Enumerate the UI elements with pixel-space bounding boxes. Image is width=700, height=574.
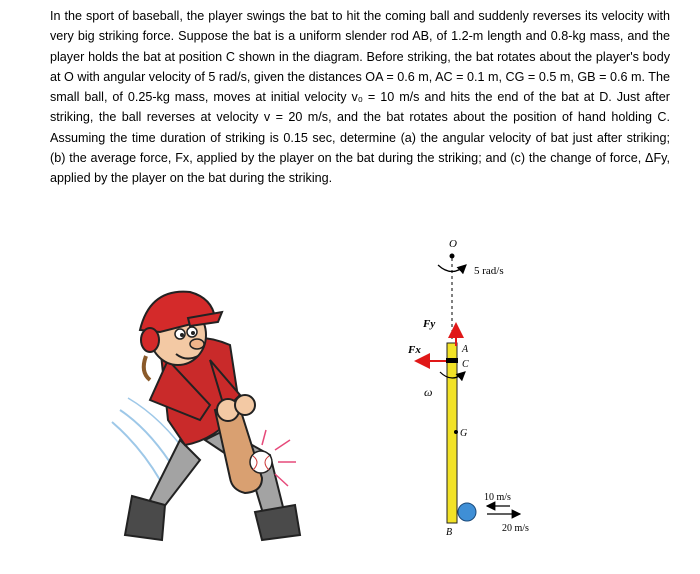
label-v: 20 m/s [502, 523, 529, 534]
mechanics-diagram [407, 238, 529, 538]
label-g: G [460, 428, 468, 439]
label-a: A [462, 344, 469, 355]
label-c: C [462, 359, 469, 370]
center-of-mass-g [454, 430, 458, 434]
baseball-player-illustration [112, 292, 300, 540]
ball [458, 503, 476, 521]
pivot-point-o [450, 254, 455, 259]
hand-position-c [446, 358, 458, 363]
label-v0: 10 m/s [484, 492, 511, 503]
label-omega0: 5 rad/s [474, 265, 504, 277]
problem-text: In the sport of baseball, the player swings the bat to hit the coming ball and suddenly reverses its velocity with very big striking force. Suppose the bat is a uniform slender rod AB, of 1.2-m length and 0.8-kg mass, and the player holds the bat at position C shown in the diagram. Before striking, the bat rotates about the player's body at O with angular velocity of 5 rad/s, given the distances OA = 0.6 m, AC = 0.1 m, CG = 0.5 m, GB = 0.6 m. The small ball, of 0.25-kg mass, moves at initial velocity v₀ = 10 m/s and hits the end of the bat at D. Just after striking, the ball reverses at velocity v = 20 m/s, and the bat rotates about the position of hand holding C. Assuming the time duration of striking is 0.15 sec, determine (a) the angular velocity of bat just after striking; (b) the average force, Fx, applied by the player on the bat during the striking; and (c) the change of force, ΔFy, applied by the player on the bat during the striking. [50, 9, 670, 186]
label-b: B [446, 527, 453, 538]
label-omega: ω [424, 385, 433, 399]
label-o: O [449, 238, 457, 250]
label-fy: Fy [423, 318, 436, 330]
label-fx: Fx [408, 344, 421, 356]
